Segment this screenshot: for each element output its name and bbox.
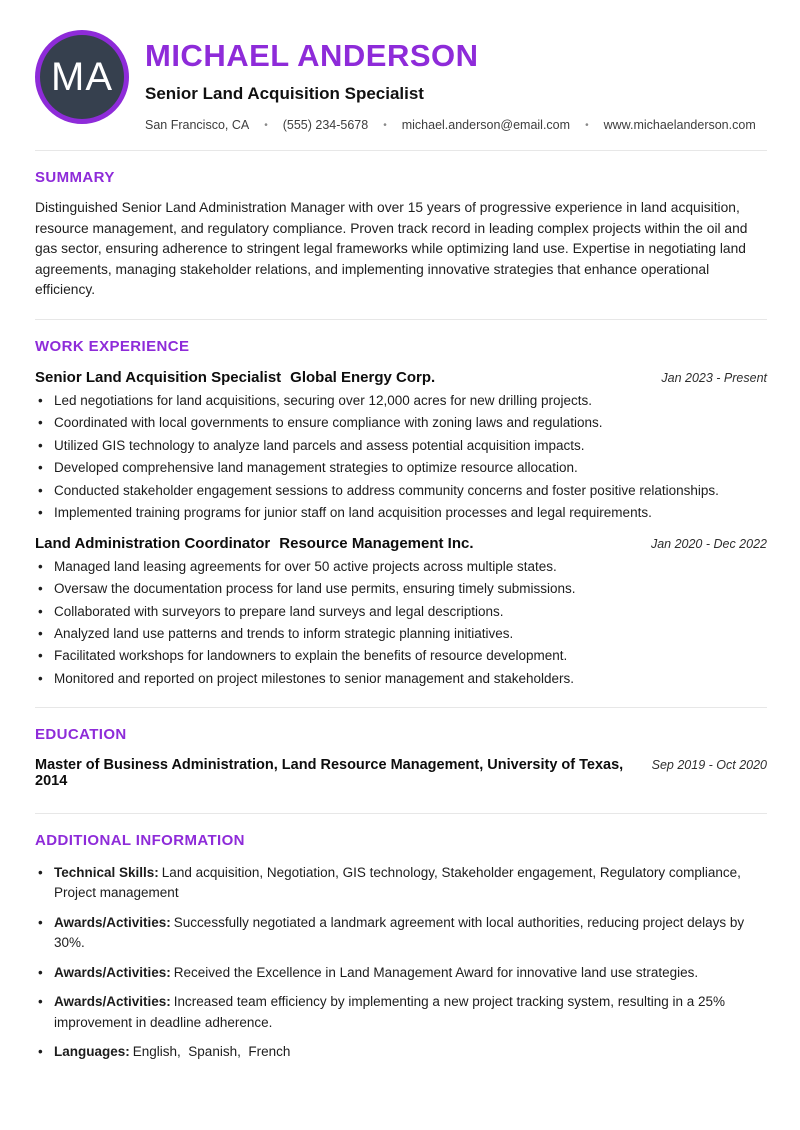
education-heading: EDUCATION xyxy=(35,725,127,743)
job-dates: Jan 2023 - Present xyxy=(661,370,767,385)
company-name: Global Energy Corp. xyxy=(290,368,436,386)
company-name: Resource Management Inc. xyxy=(279,534,474,552)
contact-row xyxy=(145,118,756,132)
list-item xyxy=(35,992,767,1033)
avatar-initials: MA xyxy=(51,54,113,99)
separator-dot: • xyxy=(585,119,589,131)
job-bullet-list xyxy=(35,392,767,521)
degree-title: Master of Business Administration, Land Resource Management, University of Texas, 2014 xyxy=(35,756,624,789)
header-divider xyxy=(35,150,767,151)
additional-heading: ADDITIONAL INFORMATION xyxy=(35,831,245,849)
item-label: Awards/Activities: xyxy=(54,964,171,980)
resume-header xyxy=(35,28,767,132)
bullet-item: • Managed land leasing agreements for over 50 active projects across multiple states. xyxy=(35,558,767,575)
section-education xyxy=(35,726,767,789)
job-dates: Jan 2020 - Dec 2022 xyxy=(650,536,767,551)
summary-heading: SUMMARY xyxy=(35,169,115,186)
job-header xyxy=(35,535,767,552)
contact-email: michael.anderson@email.com xyxy=(401,118,571,132)
section-work-experience xyxy=(35,338,767,687)
job-titles xyxy=(35,369,435,386)
list-item xyxy=(35,1042,767,1063)
job-entry xyxy=(35,535,767,687)
summary-text: Distinguished Senior Land Administration Manager with over 15 years of progressive experience in land acquisition, resource management, and regulatory compliance. Proven track record in leading complex projects within the oil and gas sector, ensuring adherence to stringent legal frameworks while optimizing land use. Expertise in negotiating land agreements, managing stakeholder relations, and implementing innovative strategies that enhance operational efficiency. xyxy=(35,200,748,298)
bullet-item: • Developed comprehensive land management strategies to optimize resource allocation. xyxy=(35,459,767,476)
education-divider xyxy=(35,813,767,814)
job-titles xyxy=(35,535,474,552)
item-label: Awards/Activities: xyxy=(54,994,171,1010)
bullet-item: • Monitored and reported on project milestones to senior management and stakeholders. xyxy=(35,670,767,687)
bullet-item: • Conducted stakeholder engagement sessions to address community concerns and foster positive relationships. xyxy=(35,482,767,499)
bullet-item: • Coordinated with local governments to ensure compliance with zoning laws and regulations. xyxy=(35,414,767,431)
list-item xyxy=(35,863,767,904)
item-text: Increased team efficiency by implementing a new project tracking system, resulting in a 25% improvement in deadline adherence. xyxy=(54,994,729,1030)
bullet-item: • Analyzed land use patterns and trends to inform strategic planning initiatives. xyxy=(35,625,767,642)
summary-divider xyxy=(35,319,767,320)
bullet-item: • Collaborated with surveyors to prepare land surveys and legal descriptions. xyxy=(35,603,767,620)
education-dates: Sep 2019 - Oct 2020 xyxy=(651,757,767,772)
bullet-item: • Utilized GIS technology to analyze land parcels and assess potential acquisition impacts. xyxy=(35,437,767,454)
section-additional-information xyxy=(35,832,767,1063)
item-label: Languages: xyxy=(54,1044,130,1060)
item-text: Land acquisition, Negotiation, GIS technology, Stakeholder engagement, Regulatory compliance, Project management xyxy=(54,864,745,901)
headline-job-title: Senior Land Acquisition Specialist xyxy=(145,84,424,103)
separator-dot: • xyxy=(264,119,268,131)
item-label: Technical Skills: xyxy=(54,864,159,880)
job-bullet-list xyxy=(35,558,767,687)
work-heading: WORK EXPERIENCE xyxy=(35,337,190,355)
job-title: Senior Land Acquisition Specialist xyxy=(35,368,282,386)
list-item xyxy=(35,963,767,984)
bullet-item: • Oversaw the documentation process for land use permits, ensuring timely submissions. xyxy=(35,580,767,597)
separator-dot: • xyxy=(383,119,387,131)
item-text: Received the Excellence in Land Management Award for innovative land use strategies. xyxy=(173,964,699,980)
item-text: English, Spanish, French xyxy=(132,1044,291,1060)
bullet-item: • Implemented training programs for junior staff on land acquisition processes and legal requirements. xyxy=(35,504,767,521)
avatar xyxy=(35,30,129,124)
item-label: Awards/Activities: xyxy=(54,914,171,930)
header-text xyxy=(145,28,756,132)
education-entry xyxy=(35,757,767,789)
page-title: MICHAEL ANDERSON xyxy=(145,38,479,73)
contact-location: San Francisco, CA xyxy=(145,118,250,132)
additional-list xyxy=(35,863,767,1063)
item-text: Successfully negotiated a landmark agreement with local authorities, reducing project delays by 30%. xyxy=(54,914,748,951)
job-entry xyxy=(35,369,767,521)
contact-phone: (555) 234-5678 xyxy=(282,118,369,132)
bullet-item: • Facilitated workshops for landowners to explain the benefits of resource development. xyxy=(35,647,767,664)
job-title: Land Administration Coordinator xyxy=(35,534,271,552)
bullet-item: • Led negotiations for land acquisitions, securing over 12,000 acres for new drilling projects. xyxy=(35,392,767,409)
section-summary xyxy=(35,169,767,301)
work-divider xyxy=(35,707,767,708)
contact-website: www.michaelanderson.com xyxy=(603,118,756,132)
list-item xyxy=(35,913,767,954)
job-header xyxy=(35,369,767,386)
